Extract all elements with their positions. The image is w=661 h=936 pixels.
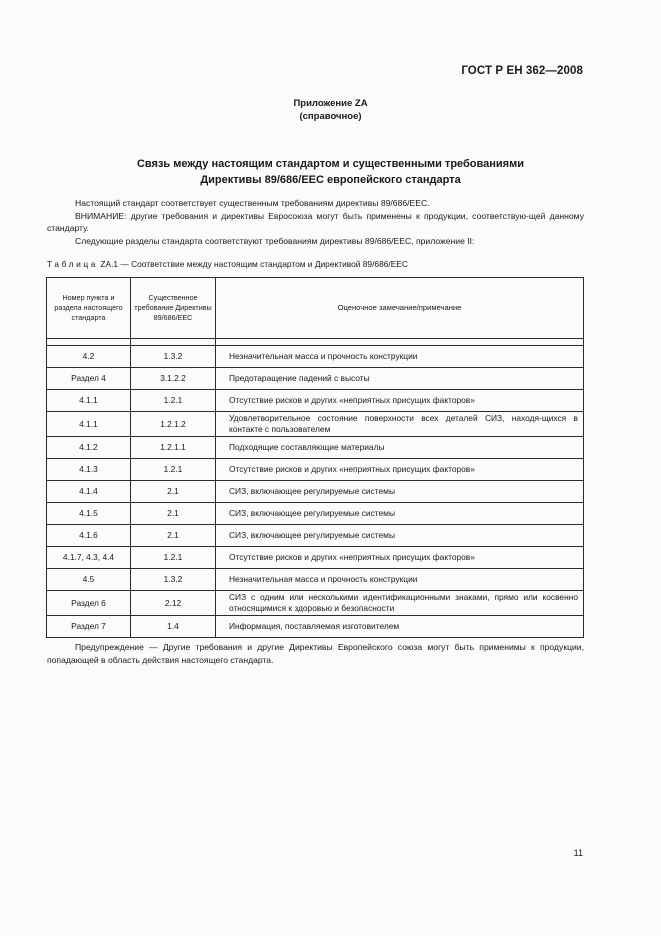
annex-heading <box>0 97 661 123</box>
annex-title <box>0 156 661 188</box>
header-note: Оценочное замечание/примечание <box>216 278 584 339</box>
annex-title-line-1: Связь между настоящим стандартом и существенными требованиями <box>136 158 524 170</box>
standard-id: ГОСТ Р ЕН 362—2008 <box>461 65 583 77</box>
footer-note <box>47 641 584 666</box>
page-number: 11 <box>573 848 583 858</box>
table-row <box>47 569 584 591</box>
cell-clause: 4.1.5 <box>47 503 131 525</box>
table-row <box>47 481 584 503</box>
cell-requirement: 1.2.1 <box>131 459 216 481</box>
cell-requirement: 1.2.1.2 <box>131 412 216 437</box>
table-row <box>47 503 584 525</box>
cell-requirement: 2.1 <box>131 525 216 547</box>
cell-clause: 4.1.4 <box>47 481 131 503</box>
cell-note: Предотаращение падений с высоты <box>216 368 584 390</box>
cell-clause: 4.1.1 <box>47 390 131 412</box>
header-requirement: Существенное требование Директивы 89/686/ЕЕС <box>131 278 216 339</box>
cell-note: Отсутствие рисков и других «неприятных присущих факторов» <box>216 547 584 569</box>
table-row <box>47 591 584 616</box>
cell-clause: 4.5 <box>47 569 131 591</box>
cell-note: Незначительная масса и прочность конструкции <box>216 346 584 368</box>
requirements-table <box>46 277 584 638</box>
cell-note: Отсутствие рисков и других «неприятных присущих факторов» <box>216 459 584 481</box>
table-row <box>47 459 584 481</box>
table-row <box>47 368 584 390</box>
table-row <box>47 412 584 437</box>
annex-type: (справочное) <box>299 111 362 122</box>
table-caption-prefix: Таблица <box>47 259 99 269</box>
intro-paragraph-3: Следующие разделы стандарта соответствуют требованиям директивы 89/686/ЕЕС, приложение II: <box>75 235 475 246</box>
cell-clause: Раздел 4 <box>47 368 131 390</box>
table-spacer-row <box>47 339 584 346</box>
table-row <box>47 390 584 412</box>
header-clause: Номер пункта и раздела настоящего стандарта <box>47 278 131 339</box>
table-row <box>47 616 584 638</box>
cell-requirement: 2.12 <box>131 591 216 616</box>
cell-clause: 4.1.2 <box>47 437 131 459</box>
cell-note: СИЗ с одним или несколькими идентификационными знаками, прямо или косвенно относящимися к здоровью и безопасности <box>216 591 584 616</box>
cell-note: СИЗ, включающее регулируемые системы <box>216 503 584 525</box>
cell-note: Незначительная масса и прочность конструкции <box>216 569 584 591</box>
annex-label: Приложение ZA <box>293 98 368 109</box>
table-caption-text: ZA.1 — Соответствие между настоящим стандартом и Директивой 89/686/ЕЕС <box>98 259 408 269</box>
cell-note: Удовлетворительное состояние поверхности всех деталей СИЗ, находя-щихся в контакте с пользователем <box>216 412 584 437</box>
table-body <box>47 339 584 638</box>
cell-requirement: 1.2.1 <box>131 547 216 569</box>
annex-title-line-2: Директивы 89/686/ЕЕС европейского стандарта <box>200 174 461 186</box>
cell-clause: Раздел 6 <box>47 591 131 616</box>
intro-paragraph-1: Настоящий стандарт соответствует существенным требованиям директивы 89/686/ЕЕС. <box>75 198 430 208</box>
intro-text <box>47 197 584 247</box>
cell-requirement: 1.3.2 <box>131 569 216 591</box>
cell-clause: 4.2 <box>47 346 131 368</box>
cell-note: СИЗ, включающее регулируемые системы <box>216 525 584 547</box>
cell-clause: 4.1.7, 4.3, 4.4 <box>47 547 131 569</box>
footer-note-text: Предупреждение — Другие требования и другие Директивы Европейского союза могут быть применимы к продукции, попадающей в область действия настоящего стандарта. <box>47 642 584 665</box>
cell-note: Отсутствие рисков и других «неприятных присущих факторов» <box>216 390 584 412</box>
cell-note: Информация, поставляемая изготовителем <box>216 616 584 638</box>
table-header-row <box>47 278 584 339</box>
cell-clause: 4.1.3 <box>47 459 131 481</box>
intro-paragraph-2: ВНИМАНИЕ: другие требования и директивы Евросоюза могут быть применены к продукции, соответствую-щей данному стандарту. <box>47 210 584 234</box>
cell-requirement: 2.1 <box>131 503 216 525</box>
table-row <box>47 437 584 459</box>
table-caption <box>47 259 584 269</box>
cell-note: СИЗ, включающее регулируемые системы <box>216 481 584 503</box>
cell-requirement: 1.4 <box>131 616 216 638</box>
cell-clause: 4.1.1 <box>47 412 131 437</box>
cell-requirement: 1.3.2 <box>131 346 216 368</box>
table-row <box>47 547 584 569</box>
cell-clause: 4.1.6 <box>47 525 131 547</box>
cell-requirement: 2.1 <box>131 481 216 503</box>
cell-requirement: 1.2.1 <box>131 390 216 412</box>
table-row <box>47 346 584 368</box>
cell-clause: Раздел 7 <box>47 616 131 638</box>
cell-note: Подходящие составляющие материалы <box>216 437 584 459</box>
cell-requirement: 3.1.2.2 <box>131 368 216 390</box>
cell-requirement: 1.2.1.1 <box>131 437 216 459</box>
table-row <box>47 525 584 547</box>
